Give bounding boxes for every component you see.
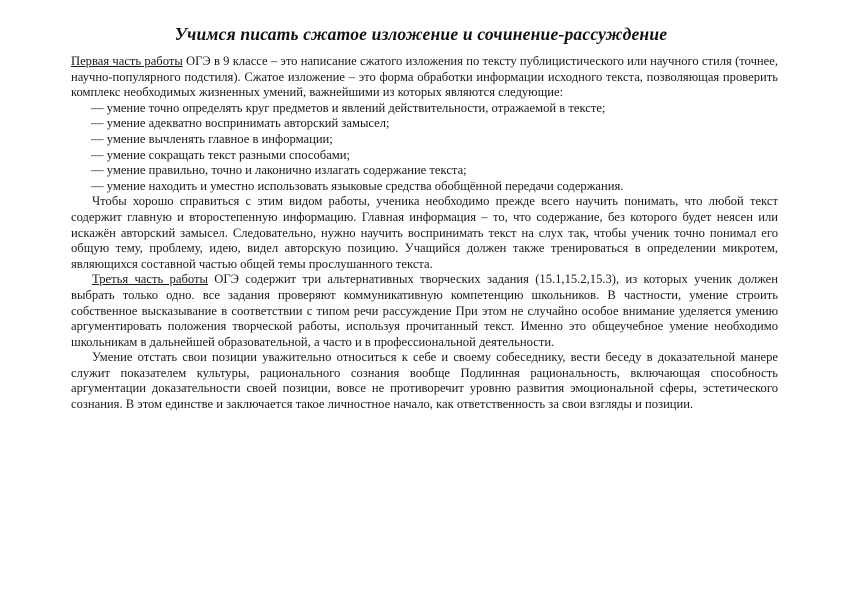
document-body <box>71 54 778 413</box>
skills-list <box>71 101 778 195</box>
paragraph-four: Умение отстать свои позиции уважительно относиться к себе и своему собеседнику, вести беседу в доказательной манере служит показателем культуры, рационального сознания вообще Подлинная рациональность, включающая способность аргументации доказательности своей позиции, вовсе не противоречит уровню развития эмоциональной сферы, эстетического сознания. В этом единстве и заключается такое личностное начало, как ответственность за свои взгляды и позиции. <box>71 350 778 412</box>
part-one-text: ОГЭ в 9 классе – это написание сжатого изложения по тексту публицистического или научного стиля (точнее, научно-популярного подстиля). Сжатое изложение – это форма обработки информации исходного текста, позволяющая проверить комплекс необходимых жизненных умений, важнейшими из которых являются следующие: <box>71 54 778 100</box>
skill-item: — умение правильно, точно и лаконично излагать содержание текста; <box>91 163 467 178</box>
skill-item: — умение вычленять главное в информации; <box>91 131 333 146</box>
skill-item: — умение сокращать текст разными способами; <box>91 147 350 162</box>
skill-item: — умение адекватно воспринимать авторский замысел; <box>91 116 390 131</box>
document-title: Учимся писать сжатое изложение и сочинение-рассуждение <box>174 24 668 44</box>
paragraph-part-one <box>71 54 778 101</box>
part-three-text: ОГЭ содержит три альтернативных творческих задания (15.1,15.2,15.3), из которых ученик должен выбрать только одно. все задания проверяют коммуникативную компетенцию школьников. В частности, умение строить собственное высказывание в соответствии с типом речи рассуждение При этом не случайно особое внимание уделяется умению аргументировать положения творческой работы, используя прочитанный текст. Именно это общеучебное умение необходимо школьникам в дальнейшей образовательной, а часто и в профессиональной деятельности. <box>71 272 778 349</box>
part-three-heading: Третья часть работы <box>92 272 208 287</box>
skill-item: — умение точно определять круг предметов и явлений действительности, отражаемой в тексте; <box>91 100 606 115</box>
part-one-heading: Первая часть работы <box>71 54 183 68</box>
skill-item: — умение находить и уместно использовать языковые средства обобщённой передачи содержания. <box>91 178 624 193</box>
paragraph-part-three <box>71 272 778 350</box>
paragraph-two: Чтобы хорошо справиться с этим видом работы, ученика необходимо прежде всего научить понимать, что любой текст содержит главную и второстепенную информацию. Главная информация – то, что содержание, без которого будет неясен или искажён авторский замысел. Следовательно, нужно научить воспринимать текст на слух так, чтобы ученик точно понимал его общую тему, проблему, идею, видел авторскую позицию. Учащийся должен также тренироваться в определении микротем, являющихся составной частью общей темы прослушанного текста. <box>71 194 778 271</box>
